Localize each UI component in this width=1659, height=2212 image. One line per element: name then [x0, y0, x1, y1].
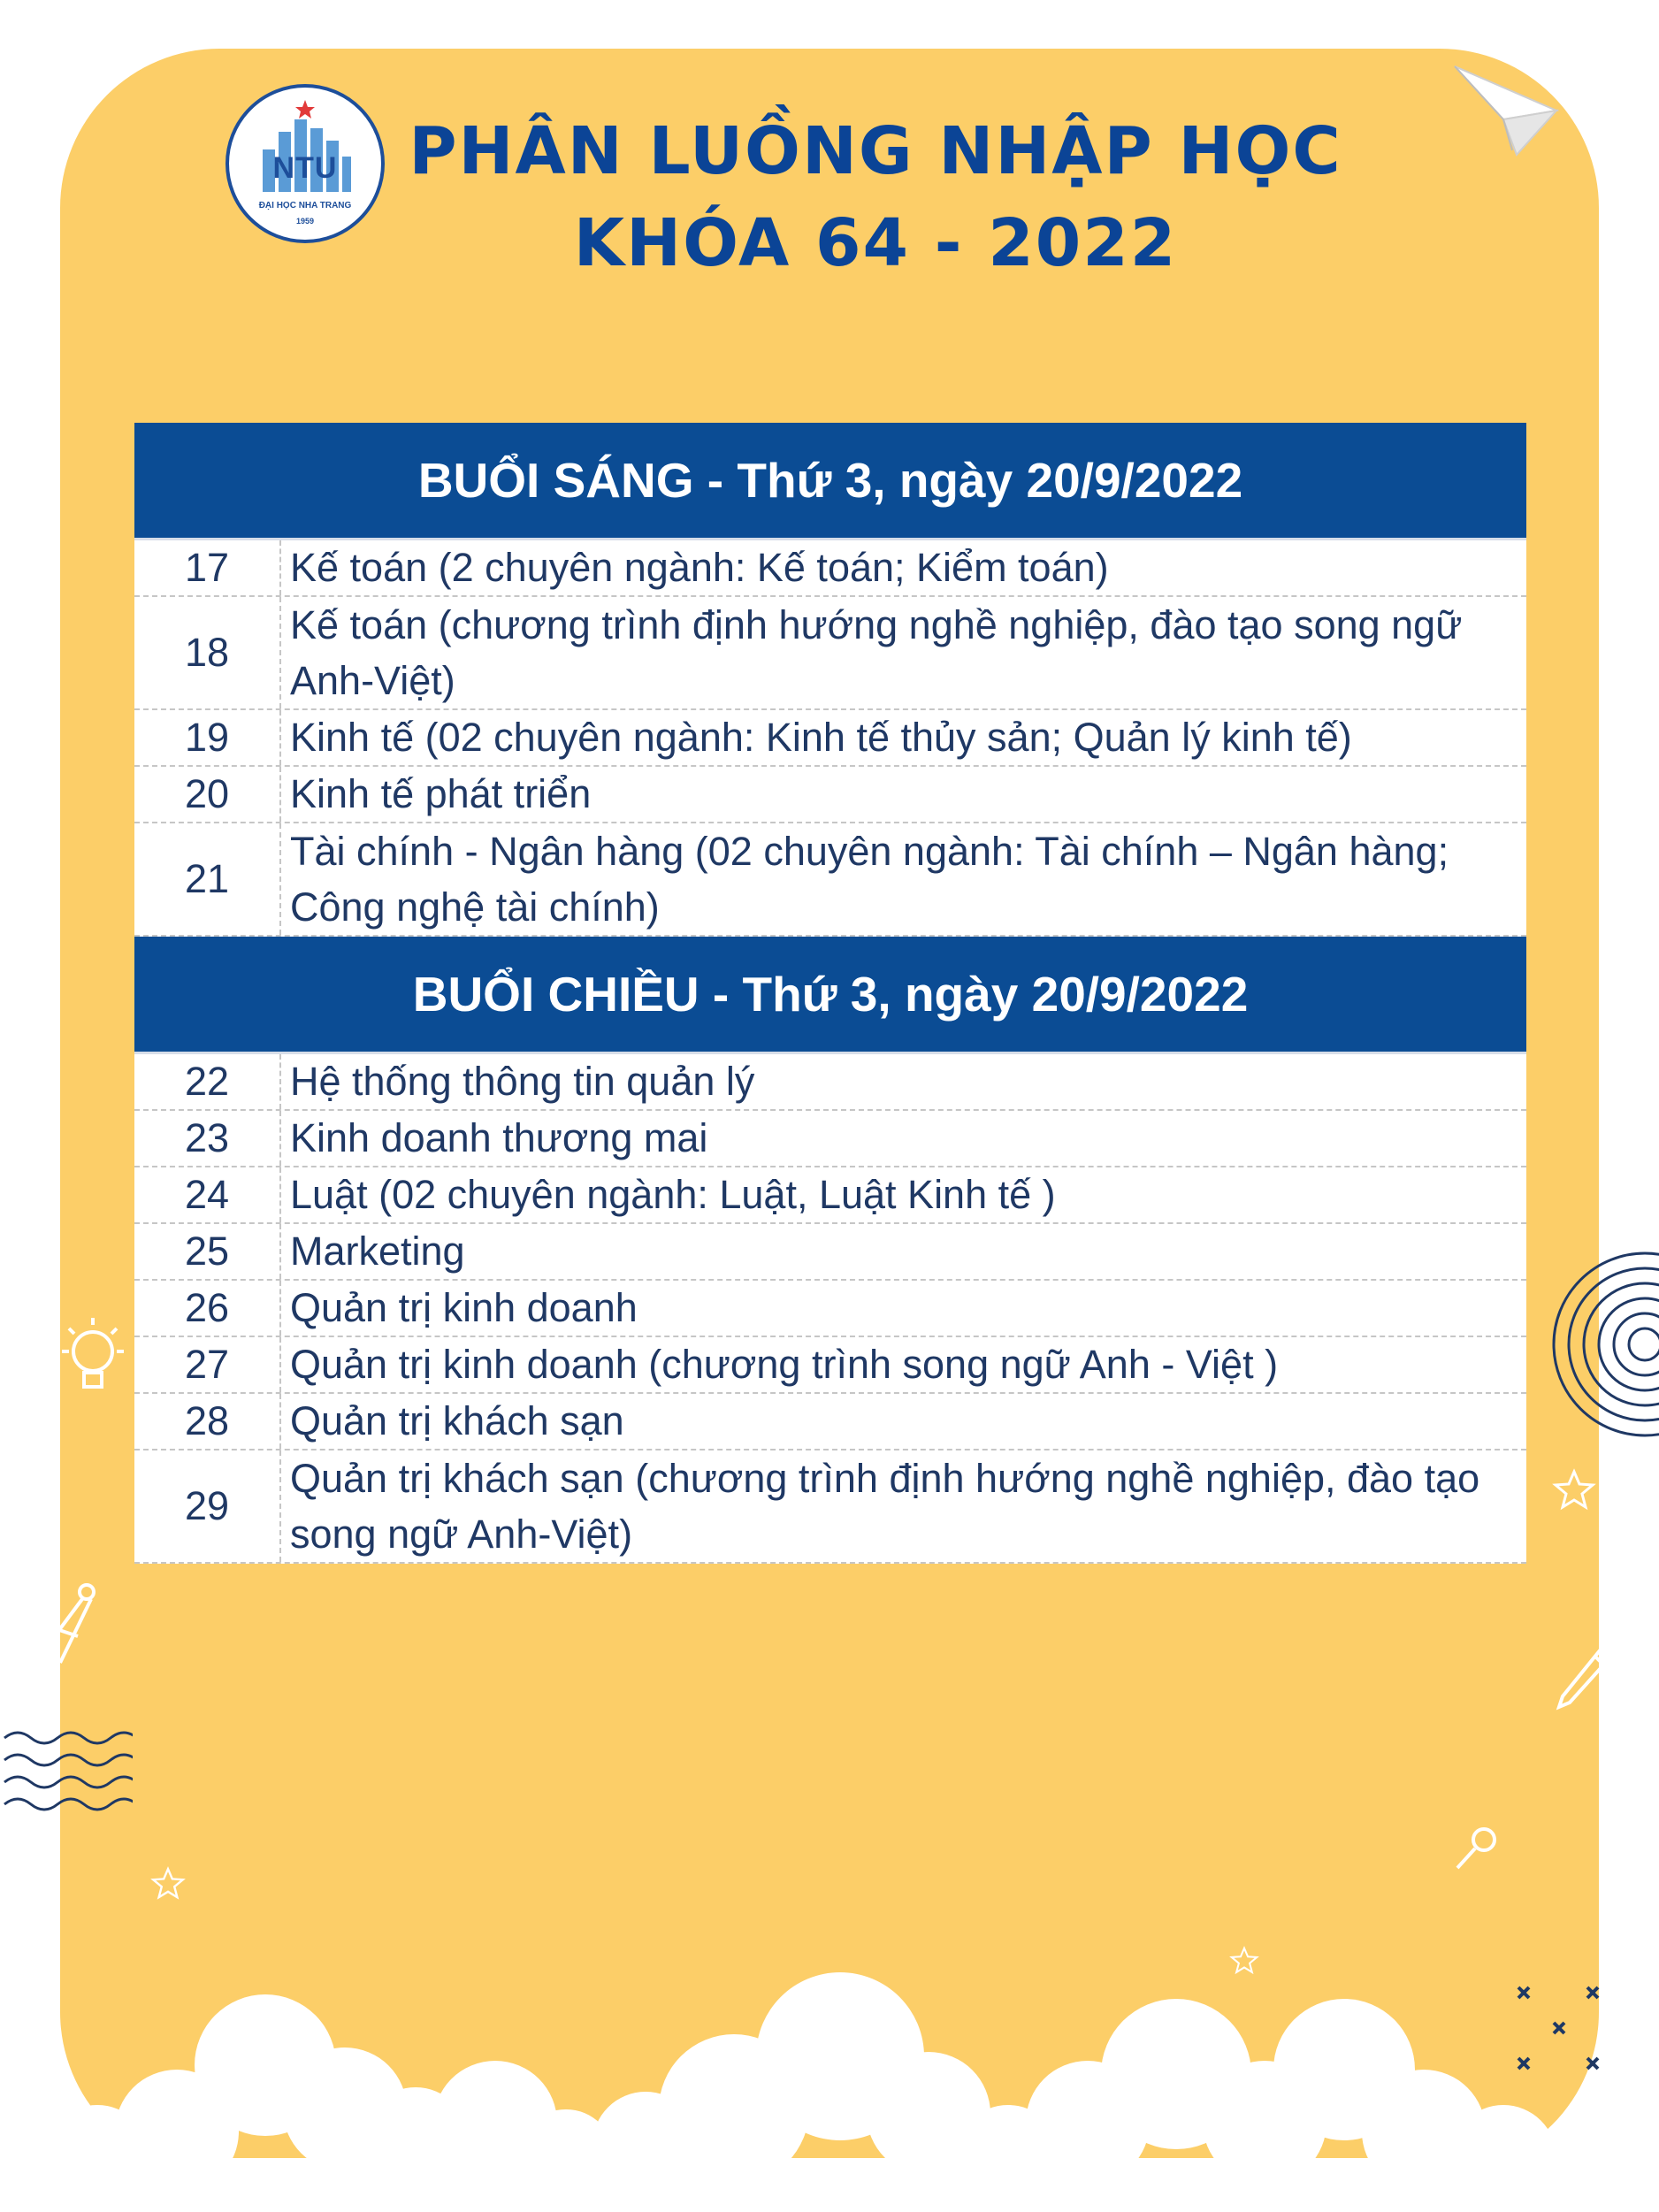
table-row [134, 1450, 1526, 1564]
row-number: 19 [134, 710, 281, 765]
row-number: 23 [134, 1111, 281, 1166]
table-row [134, 1337, 1526, 1394]
ntu-logo [226, 84, 385, 243]
row-number: 20 [134, 767, 281, 822]
row-number: 29 [134, 1450, 281, 1562]
logo-initials: NTU [272, 151, 338, 185]
table-row [134, 1167, 1526, 1224]
wave-lines [0, 1725, 133, 1822]
star-icon [150, 1866, 186, 1902]
program-name: Kinh doanh thương mai [290, 1115, 708, 1160]
program-name: Hệ thống thông tin quản lý [290, 1059, 755, 1104]
program-name: Kế toán (chương trình định hướng nghề nghiệp, đào tạo song ngữ Anh-Việt) [290, 602, 1463, 703]
pushpin-icon [1450, 1822, 1503, 1875]
row-number: 24 [134, 1167, 281, 1222]
x-marks [1508, 1977, 1614, 2083]
logo-name: ĐẠI HỌC NHA TRANG [258, 201, 352, 210]
row-number: 17 [134, 540, 281, 595]
program-name: Quản trị khách sạn (chương trình định hướng nghề nghiệp, đào tạo song ngữ Anh-Việt) [290, 1456, 1480, 1557]
table-row [134, 1224, 1526, 1281]
table-row [134, 597, 1526, 710]
row-number: 18 [134, 597, 281, 708]
program-name: Kinh tế (02 chuyên ngành: Kinh tế thủy sản; Quản lý kinh tế) [290, 715, 1352, 760]
table-row [134, 1394, 1526, 1450]
afternoon-session-header: BUỔI CHIỀU - Thứ 3, ngày 20/9/2022 [134, 937, 1526, 1054]
page-title: PHÂN LUỒNG NHẬP HỌC [409, 113, 1342, 189]
table-row [134, 710, 1526, 767]
star-icon [1229, 1946, 1259, 1976]
table-row [134, 1111, 1526, 1167]
table-row [134, 767, 1526, 823]
logo-year: 1959 [295, 217, 315, 226]
concentric-circles [1539, 1238, 1659, 1450]
program-name: Tài chính - Ngân hàng (02 chuyên ngành: Tài chính – Ngân hàng; Công nghệ tài chính) [290, 829, 1449, 930]
table-row [134, 823, 1526, 937]
row-number: 21 [134, 823, 281, 935]
table-row [134, 540, 1526, 597]
program-name: Quản trị khách sạn [290, 1398, 624, 1443]
program-name: Kế toán (2 chuyên ngành: Kế toán; Kiểm toán) [290, 545, 1109, 590]
schedule-table [134, 423, 1526, 1564]
row-number: 27 [134, 1337, 281, 1392]
table-row [134, 1054, 1526, 1111]
row-number: 22 [134, 1054, 281, 1109]
pencil-icon [1552, 1645, 1614, 1716]
program-name: Luật (02 chuyên ngành: Luật, Luật Kinh tế ) [290, 1172, 1056, 1217]
lightbulb-icon [44, 1309, 141, 1406]
paper-plane-icon [1450, 57, 1565, 164]
page-subtitle: KHÓA 64 - 2022 [573, 205, 1178, 281]
program-name: Marketing [290, 1228, 465, 1274]
program-name: Quản trị kinh doanh (chương trình song ngữ Anh - Việt ) [290, 1342, 1279, 1387]
program-name: Kinh tế phát triển [290, 771, 592, 816]
morning-session-header: BUỔI SÁNG - Thứ 3, ngày 20/9/2022 [134, 423, 1526, 540]
compass-icon [25, 1574, 113, 1672]
row-number: 28 [134, 1394, 281, 1449]
row-number: 26 [134, 1281, 281, 1336]
star-icon [1552, 1468, 1596, 1512]
program-name: Quản trị kinh doanh [290, 1285, 638, 1330]
table-row [134, 1281, 1526, 1337]
row-number: 25 [134, 1224, 281, 1279]
